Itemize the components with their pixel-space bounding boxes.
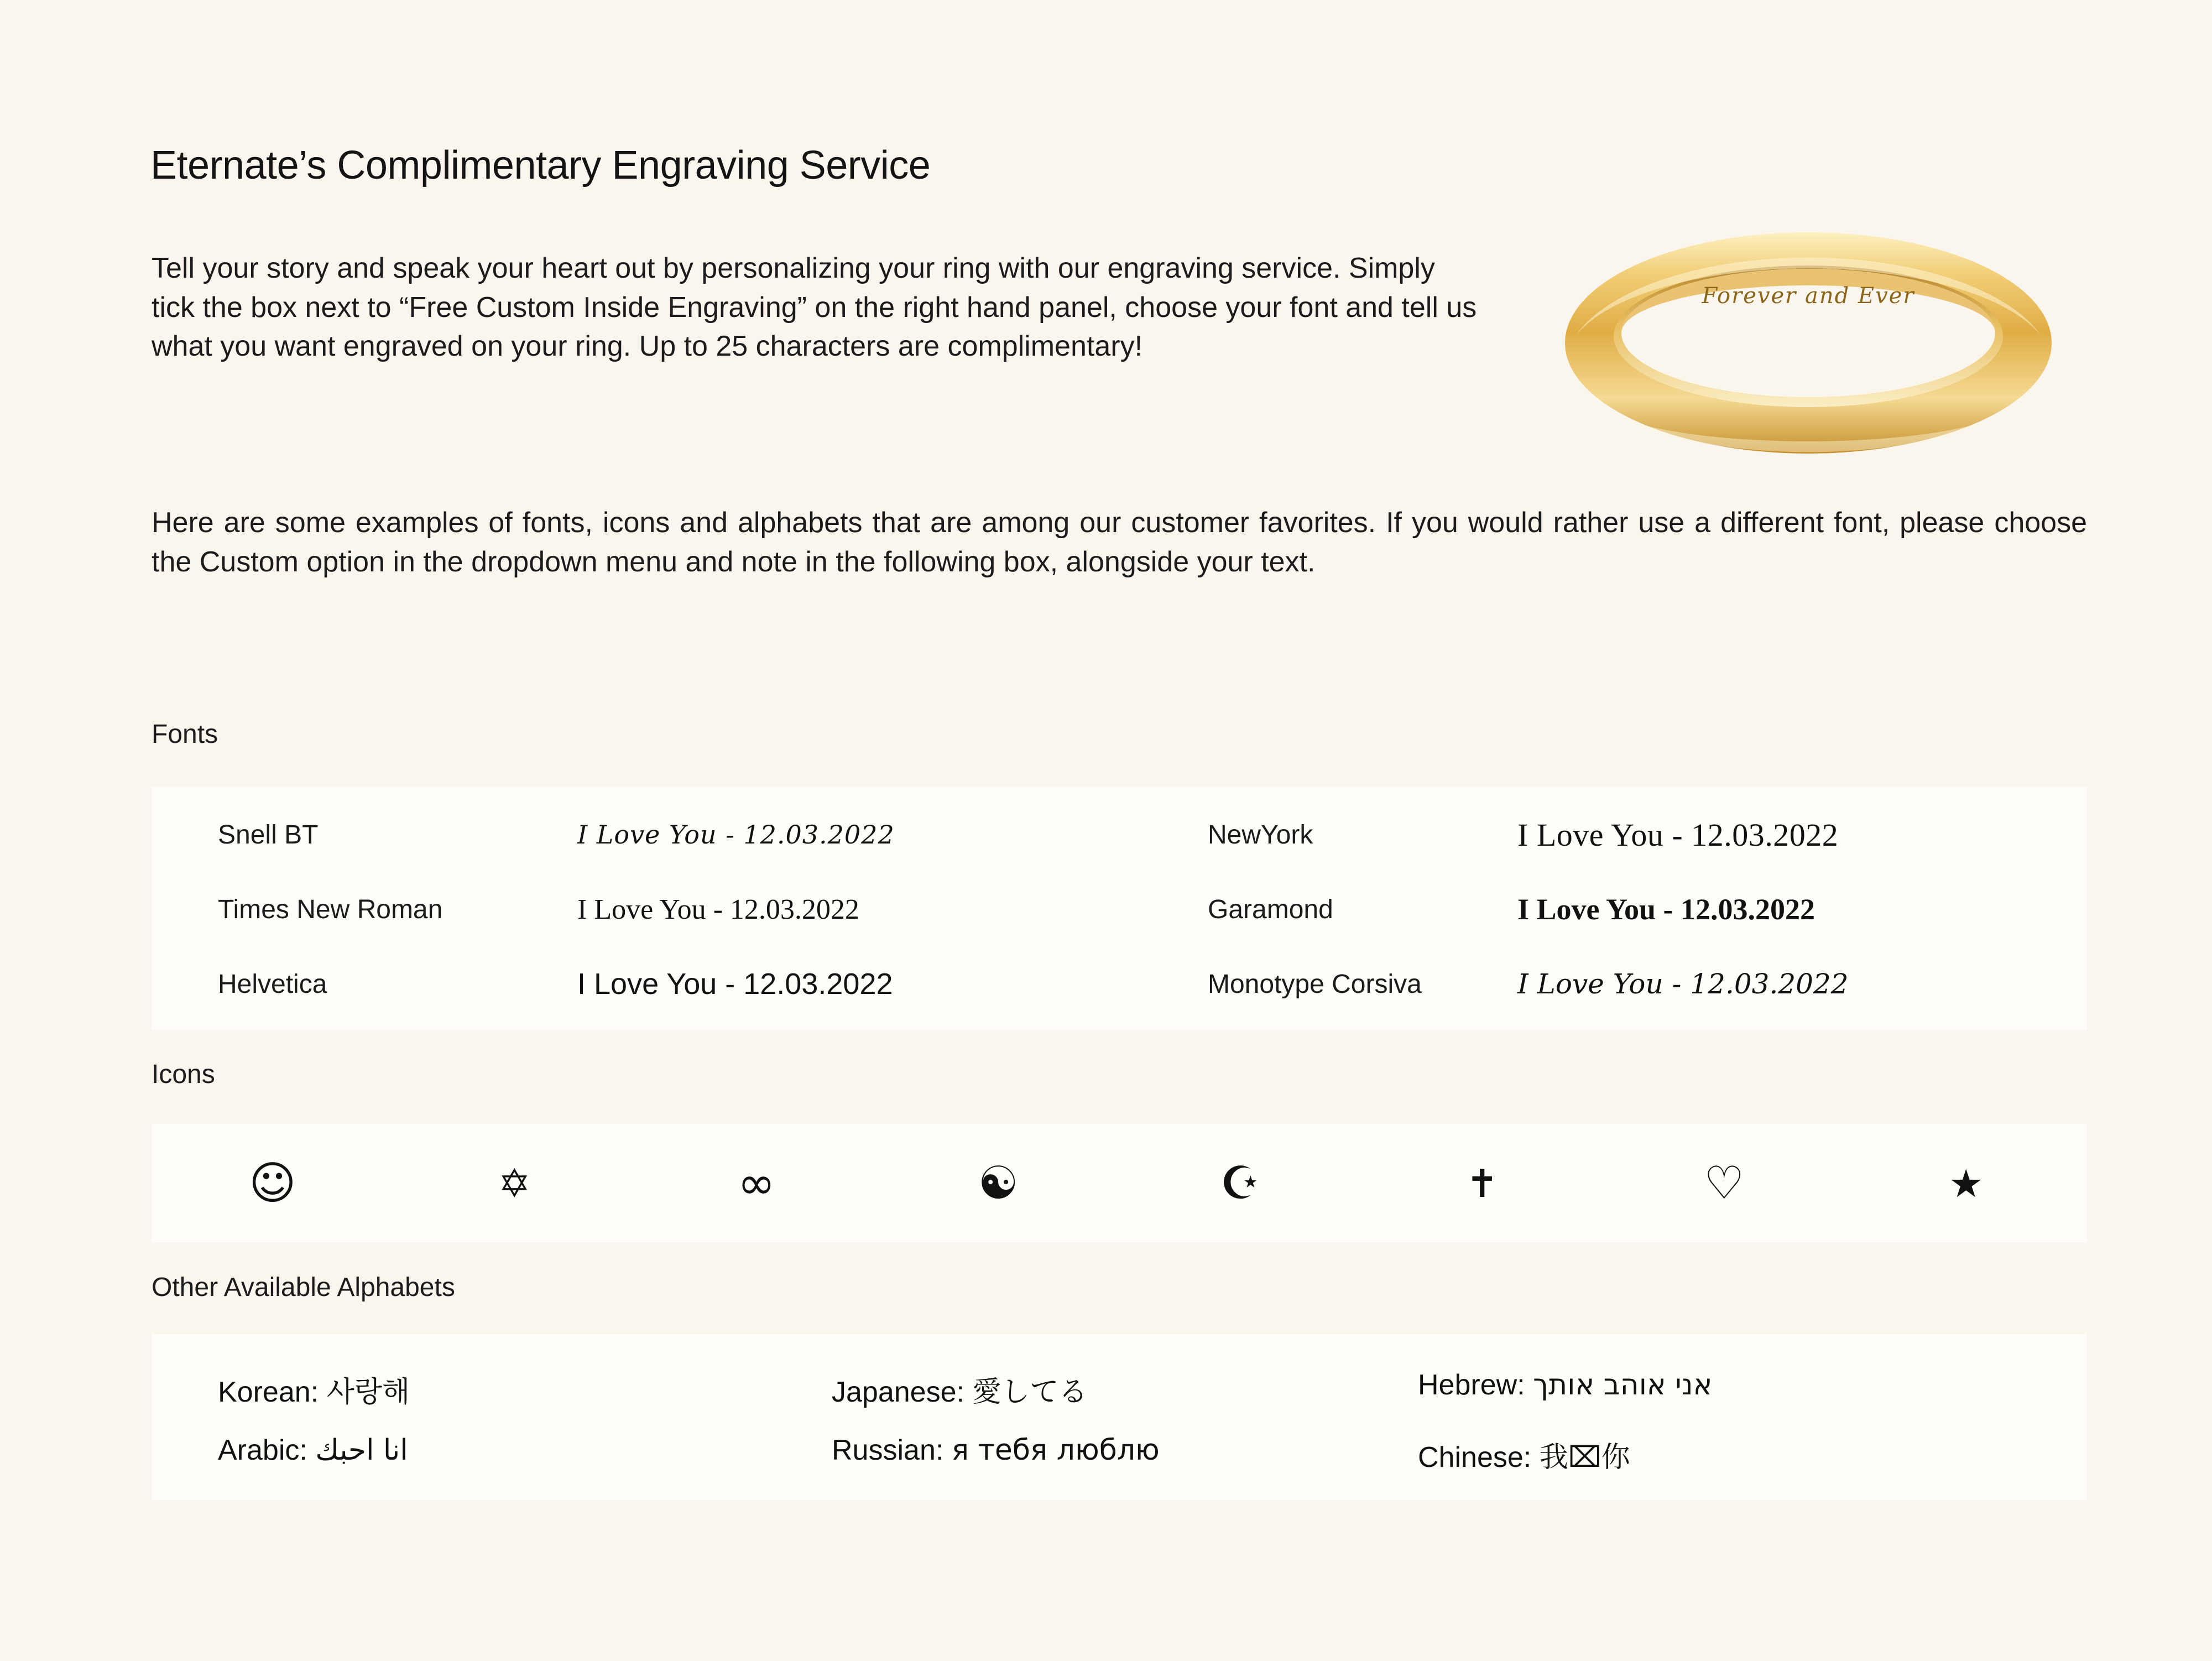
lede-paragraph	[152, 503, 2087, 582]
alphabet-language: Russian:	[832, 1434, 944, 1466]
icons-row	[152, 1124, 2087, 1243]
alphabets-grid	[152, 1334, 2087, 1500]
ring-illustration	[1543, 205, 2074, 470]
intro-paragraph	[152, 249, 1479, 366]
alphabet-value: 我⌧你	[1539, 1441, 1630, 1474]
alphabet-language: Hebrew:	[1418, 1369, 1525, 1401]
alphabet-value: я тебя люблю	[951, 1434, 1160, 1467]
alphabet-value: 愛してる	[972, 1376, 1088, 1409]
font-name: Times New Roman	[218, 895, 443, 924]
font-name: NewYork	[1208, 820, 1313, 850]
star-and-crescent-icon: ☪	[1219, 1157, 1261, 1210]
alphabet-entry-japanese	[832, 1368, 1087, 1410]
alphabet-entry-chinese	[1418, 1434, 1630, 1475]
cross-icon: ✝	[1465, 1160, 1499, 1206]
smiley-face-icon: ☺	[249, 1157, 296, 1210]
table-row	[152, 947, 2087, 1022]
alphabet-entry-hebrew	[1418, 1368, 1712, 1402]
intro-text: Tell your story and speak your heart out by personalizing your ring with our engraving service. Simply tick the box next to “Free Custom Inside Engraving” on the right hand panel, choose your font and tell us what you want engraved on your ring. Up to 25 characters are complimentary!	[152, 252, 1477, 363]
alphabet-language: Korean:	[218, 1376, 319, 1408]
table-row	[152, 798, 2087, 872]
infinity-icon: ∞	[737, 1157, 775, 1210]
alphabet-value: אני אוהב אותך	[1533, 1368, 1713, 1402]
alphabet-language: Arabic:	[218, 1434, 307, 1466]
alphabet-value: 사랑해	[326, 1376, 410, 1409]
font-sample: I Love You - 12.03.2022	[577, 967, 893, 1001]
font-name: Snell BT	[218, 820, 319, 850]
yin-yang-icon: ☯	[978, 1157, 1019, 1210]
font-sample: I Love You - 12.03.2022	[1517, 893, 1815, 926]
engraved-ring-image	[1543, 205, 2074, 470]
alphabet-language: Chinese:	[1418, 1441, 1532, 1473]
fonts-grid	[152, 787, 2087, 1030]
section-label-alphabets: Other Available Alphabets	[152, 1273, 455, 1302]
fonts-panel	[152, 787, 2087, 1030]
font-sample: I Love You - 12.03.2022	[1517, 968, 1849, 1000]
alphabet-value: انا احبك	[315, 1434, 408, 1467]
font-name: Monotype Corsiva	[1208, 970, 1422, 999]
icons-panel	[152, 1124, 2087, 1243]
font-name: Garamond	[1208, 895, 1333, 924]
alphabet-entry-arabic	[218, 1434, 408, 1467]
section-label-icons: Icons	[152, 1060, 215, 1089]
ring-engraving-text: Forever and Ever	[1702, 283, 1915, 309]
font-name: Helvetica	[218, 970, 327, 999]
section-label-fonts: Fonts	[152, 720, 218, 749]
table-row	[152, 872, 2087, 947]
heart-outline-icon: ♡	[1703, 1157, 1745, 1210]
alphabets-panel	[152, 1334, 2087, 1500]
lede-text: Here are some examples of fonts, icons and alphabets that are among our customer favorites. If you would rather use a different font, please choose the Custom option in the dropdown menu and note in the following box, alongside your text.	[152, 507, 2087, 579]
star-of-david-icon: ✡	[498, 1160, 531, 1206]
star-filled-icon: ★	[1948, 1160, 1984, 1206]
alphabet-entry-russian	[832, 1434, 1160, 1467]
font-sample: I Love You - 12.03.2022	[1517, 817, 1839, 853]
font-sample: I Love You - 12.03.2022	[577, 894, 859, 925]
alphabet-entry-korean	[218, 1368, 410, 1410]
font-sample: I Love You - 12.03.2022	[577, 820, 895, 850]
page-title: Eternate’s Complimentary Engraving Service	[150, 143, 931, 188]
alphabet-language: Japanese:	[832, 1376, 964, 1408]
